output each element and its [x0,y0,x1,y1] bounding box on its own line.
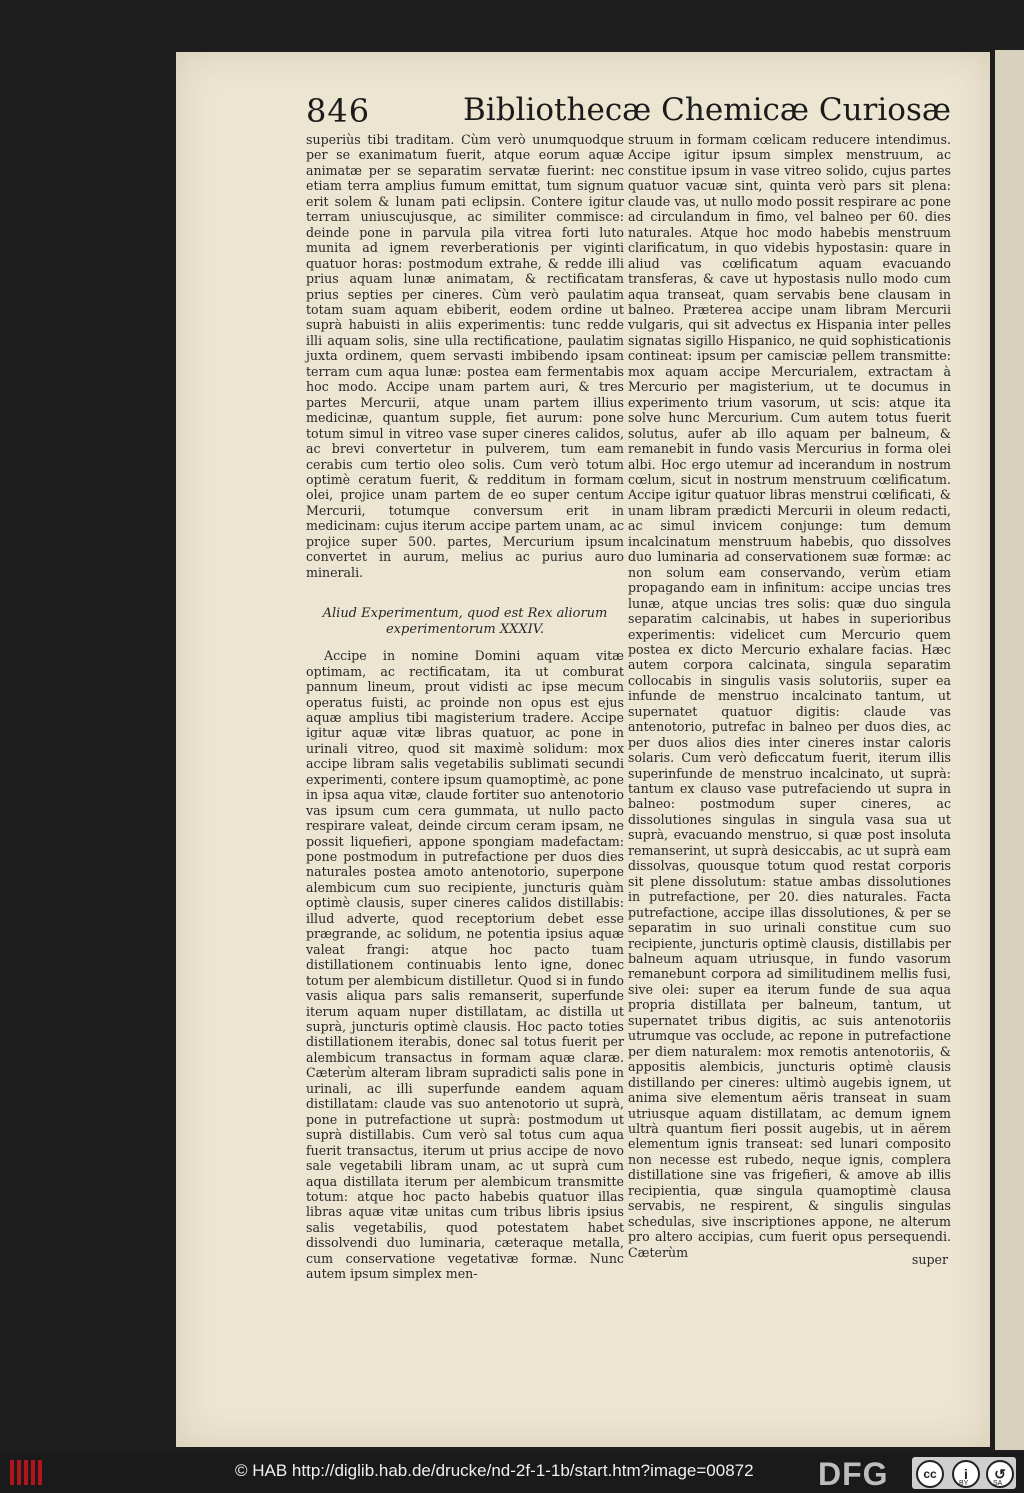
paragraph-left-1: superiùs tibi traditam. Cùm verò unumquodque per se exanimatum fuerit, atque eorum aquæ animatæ per se separatim servatæ fuerint: nec etiam terra amplius fumum emittat, tum signum erit solem & lunam pati eclipsin. Contere igitur terram uniuscujusque, ac similiter commisce: deinde pone in parvula pila vitrea forti luto munita ad ignem reverberationis per viginti quatuor horas: postmodum extrahe, & redde illi prius aquam lunæ animatam, & rectificatam prius septies per cineres. Cùm verò paulatim totam suam aquam ebiberit, eodem ordine ut suprà habuisti in aliis experimentis: tunc redde illi aquam solis, sine ulla rectificatione, paulatim juxta ordinem, quem servasti imbibendo ipsam terram cum aqua lunæ: postea eam fermentabis hoc modo. Accipe unam partem auri, & tres partes Mercurii, atque unam partem illius medicinæ, quantum supple, fiet aurum: pone totum simul in vitreo vase super cineres calidos, ac brevi convertetur in pulverem, tum eam cerabis cum tertio oleo solis. Cum verò totum optimè ceratum fuerit, & redditum in formam olei, projice unam partem de eo super centum Mercurii, totumque conversum erit in medicinam: cujus iterum accipe partem unam, ac projice super 500. partes, Mercurium ipsum convertet in aurum, melius ac purius auro minerali. [306,132,624,580]
viewer-footer-bar [0,1452,1024,1493]
dfg-logo[interactable]: DFG [818,1456,889,1492]
paragraph-left-2: Accipe in nomine Domini aquam vitæ optimam, ac rectificatam, ita ut comburat pannum lineum, prout vidisti ac ipse mecum operatus fuisti, ac proinde non opus est ejus aquæ amplius tibi magisterium tradere. Accipe igitur aquæ vitæ libras quatuor, ac pone in urinali vitreo, quod sit maximè solidum: mox accipe libram salis vegetabilis sublimati secundi experimenti, contere ipsum quamoptimè, ac pone in ipsa aqua vitæ, claude fortiter suo antenotorio vas ipsum cum cera gummata, ut nullo pacto respirare valeat, deinde circum ceram ipsam, ne possit liquefieri, appone spongiam madefactam: pone postmodum in putrefactione per duos dies naturales postea amoto antenotorio, superpone alembicum cum suo recipiente, juncturis quàm optimè clausis, super cineres calidos distillabis: illud adverte, quod receptorium debet esse prægrande, ac solidum, ne potentia ipsius aquæ valeat frangi: atque hoc pacto tuam distillationem continuabis lento igne, donec totum per alembicum distilletur. Quod si in fundo vasis aliqua pars salis remanserit, superfunde iterum aquam nuper distillatam, ac distilla ut suprà, juncturis optimè clausis. Hoc pacto toties distillationem iterabis, donec sal totus fuerit per alembicum transactus in formam aquæ claræ. Cæterùm alteram libram supradicti salis pone in urinali, ac illi superfunde eandem aquam distillatam: claude vas suo antenotorio ut suprà, pone in putrefactione ut suprà: postmodum ut suprà distillabis. Cum verò sal totus cum aqua fuerit transactus, iterum ut prius accipe de novo sale vegetabili libram unam, ac ut suprà cum aqua distillata iterum per alembicum transmitte totum: atque hoc pacto habebis quatuor illas libras aquæ vitæ unitas cum tribus libris ipsius salis vegetabilis, quod potestatem habet dissolvendi duo luminaria, cæteraque metalla, cum conservatione vegetativæ formæ. Nunc autem ipsum simplex men- [306,648,624,1282]
copyright-link[interactable]: © HAB http://diglib.hab.de/drucke/nd-2f-1-1b/start.htm?image=00872 [235,1461,754,1480]
share-alike-icon: ↺ [986,1460,1014,1488]
book-page [176,52,990,1447]
page-number: 846 [306,92,371,130]
running-title: Bibliothecæ Chemicæ Curiosæ [463,92,951,128]
left-text-column [306,132,624,1282]
cc-icon: cc [916,1460,944,1488]
license-sa-label: SA [993,1480,1003,1487]
section-heading: Aliud Experimentum, quod est Rex aliorum experimentorum XXXIV. [322,606,608,638]
catchword: super [911,1252,948,1267]
attribution-icon: i [952,1460,980,1488]
right-text-column [628,132,951,1260]
adjacent-page-edge [995,50,1024,1450]
page-header [306,92,951,132]
license-by-label: BY [959,1480,969,1487]
paragraph-right-1: struum in formam cœlicam reducere intendimus. Accipe igitur ipsum simplex menstruum, ac constitue ipsum in vase vitreo solido, cujus partes quatuor vacuæ sint, quinta verò pars sit plena: claude vas, ut nullo modo possit respirare ac pone ad circulandum in fimo, vel balneo per 60. dies naturales. Atque hoc modo habebis menstruum clarificatum, in quo videbis hypostasin: quare in aliud vas cœlificatum aquam evacuando transferas, & cave ut hypostasis nullo modo cum aqua transeat, quam servabis bene clausam in balneo. Præterea accipe unam libram Mercurii vulgaris, qui sit advectus ex Hispania inter pelles signatas sigillo Hispanico, ne quid sophisticationis contineat: ipsum per camisciæ pellem transmitte: mox aquam accipe Mercurialem, extractam à Mercurio per magisterium, ut te documus in experimento trium vasorum, ut scis: atque ita solve hunc Mercurium. Cum autem totus fuerit solutus, aufer ab illo aquam per balneum, & remanebit in fundo vasis Mercurius in forma olei albi. Hoc ergo utemur ad incerandum in nostrum cœlum, sicut in nostrum menstruum cœlificatum. Accipe igitur quatuor libras menstrui cœlificati, & unam libram prædicti Mercurii in oleum redacti, ac simul invicem conjunge: tum demum incalcinatum menstruum habebis, quo dissolves duo luminaria ad conservationem suæ formæ: ac non solum eam conservando, verùm etiam propagando eam in infinitum: accipe uncias tres lunæ, atque uncias tres solis: quæ duo singula separatim calcinabis, ut habes in superioribus experimentis: videlicet cum Mercurio quem postea ex dicto Mercurio exhalare facias. Hæc autem corpora calcinata, singula separatim collocabis in singulis vasis solutoriis, super ea infunde de menstruo incalcinato tantum, ut supernatet quatuor digitis: claude vas antenotorio, putrefac in balneo per duos dies, ac per duos alios dies inter cineres instar caloris solaris. Cum verò deficcatum fuerit, iterum illis superinfunde de menstruo incalcinato, ut suprà: tantum ex clauso vase putrefaciendo ut supra in balneo: postmodum super cineres, ac dissolutiones singulas in singula vasa sua ut suprà, evacuando menstruo, si quæ post insoluta remanserint, ut suprà desiccabis, ac ut suprà eam dissolvas, quousque totum quod restat corporis sit plene dissolutum: statue ambas dissolutiones in putrefactione, per 20. dies naturales. Facta putrefactione, accipe illas dissolutiones, & per se separatim in suo urinali constitue cum suo recipiente, juncturis optimè clausis, distillabis per balneum aquam utriusque, in fundo vasorum remanebunt corpora ad similitudinem mellis fusi, sive olei: super ea iterum funde de sua aqua propria distillata per balneum, tantum, ut supernatet tribus digitis, ac suis antenotoriis utrumque vas occlude, ac repone in putrefactione per diem naturalem: mox remotis antenotoriis, & appositis alembicis, juncturis optimè clausis distillando per cineres: ultimò augebis ignem, ut anima sive elementum aëris transeat in suam utriusque aquam distillatam, ac demum ignem ultrà quantum fieri possit augebis, ut in aërem elementum ignis transeat: sed lunari composito non necesse est rubedo, neque ignis, complera distillatione sine vas frigefieri, & amove ab illis recipientia, quæ singula quamoptimè clausa servabis, ne respirent, & singulis singulas schedulas, sive inscriptiones appone, ne alterum pro altero accipias, cum fuerit opus persequendi. Cæterùm [628,132,951,1260]
cc-license-badge[interactable] [912,1457,1016,1489]
hab-logo-icon[interactable] [8,1456,42,1489]
